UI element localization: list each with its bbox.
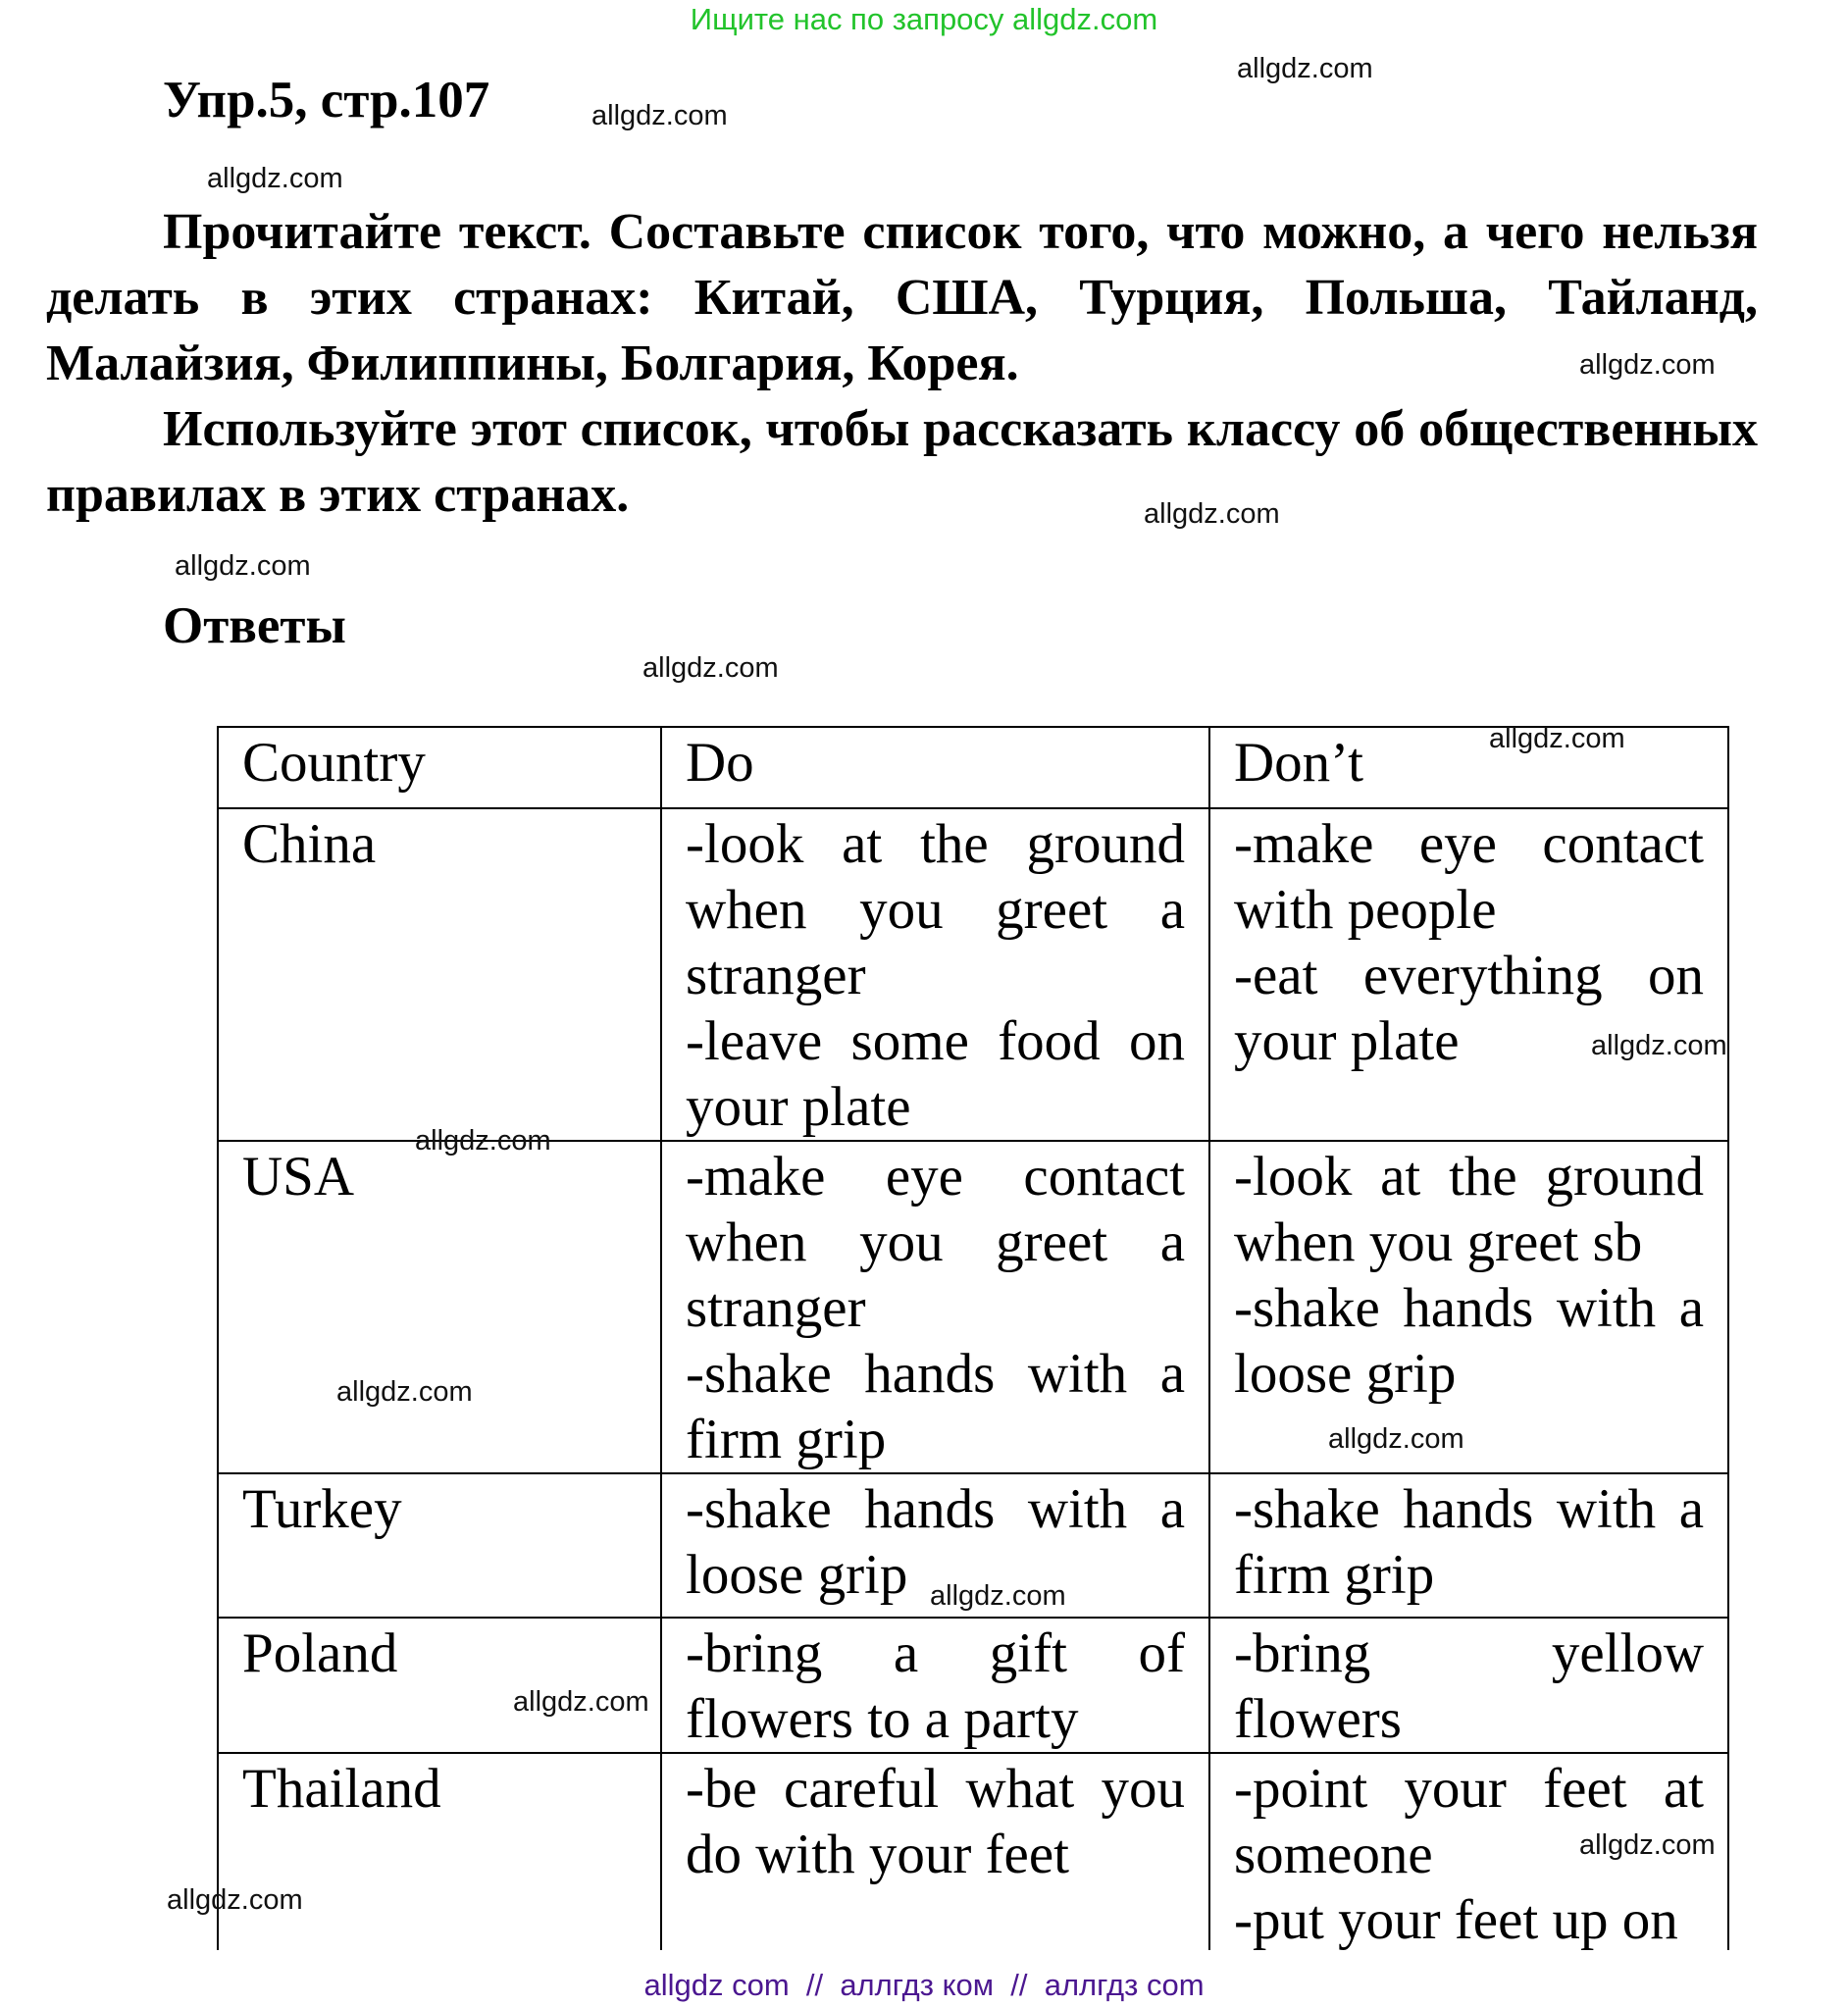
dont-cell bbox=[1209, 1473, 1728, 1618]
watermark: allgdz.com bbox=[591, 100, 728, 131]
watermark: allgdz.com bbox=[930, 1580, 1066, 1612]
watermark: allgdz.com bbox=[175, 550, 311, 582]
watermark: allgdz.com bbox=[1579, 349, 1716, 381]
watermark: allgdz.com bbox=[207, 163, 343, 194]
table-row bbox=[218, 1753, 1728, 1950]
dont-item: -bring yellow flowers bbox=[1234, 1622, 1704, 1750]
country-cell: China bbox=[218, 808, 661, 1141]
watermark: allgdz.com bbox=[513, 1686, 649, 1718]
watermark: allgdz.com bbox=[336, 1376, 473, 1408]
do-cell bbox=[661, 1753, 1209, 1950]
country-cell: Poland bbox=[218, 1618, 661, 1753]
do-cell bbox=[661, 1618, 1209, 1753]
watermark: allgdz.com bbox=[1579, 1829, 1716, 1861]
answers-heading: Ответы bbox=[163, 597, 346, 654]
do-item: -bring a gift of flowers to a party bbox=[686, 1622, 1185, 1750]
do-item: -make eye contact when you greet a stranger bbox=[686, 1146, 1185, 1339]
table-row bbox=[218, 808, 1728, 1141]
do-item: -leave some food on your plate bbox=[686, 1010, 1185, 1138]
dont-item: -make eye contact with people bbox=[1234, 813, 1704, 941]
footer-links[interactable]: allgdz com // аллгдз ком // аллгдз com bbox=[643, 1968, 1205, 2002]
do-item: -shake hands with a firm grip bbox=[686, 1343, 1185, 1470]
do-cell bbox=[661, 808, 1209, 1141]
dont-item: -put your feet up on bbox=[1234, 1889, 1678, 1950]
exercise-title: Упр.5, стр.107 bbox=[163, 72, 490, 129]
header-country: Country bbox=[218, 727, 661, 808]
task-text-1: Прочитайте текст. Составьте список того, что можно, а чего нельзя делать в этих странах: Китай, США, Турция, Польша, Тайланд, Малайзия, Филиппины, Болгария, Корея. bbox=[46, 204, 1758, 391]
watermark: allgdz.com bbox=[1591, 1030, 1727, 1061]
header-dont: Don’t bbox=[1209, 727, 1728, 808]
table-row bbox=[218, 1141, 1728, 1473]
do-item: -look at the ground when you greet a stranger bbox=[686, 813, 1185, 1006]
watermark: allgdz.com bbox=[1489, 723, 1625, 754]
task-text-2: Используйте этот список, чтобы рассказать классу об общественных правилах в этих странах. bbox=[46, 401, 1758, 523]
do-cell bbox=[661, 1141, 1209, 1473]
dont-item: -look at the ground when you greet sb bbox=[1234, 1146, 1704, 1273]
country-cell: Thailand bbox=[218, 1753, 661, 1950]
watermark: allgdz.com bbox=[1144, 498, 1280, 530]
dont-cell bbox=[1209, 1618, 1728, 1753]
country-cell: Turkey bbox=[218, 1473, 661, 1618]
header-do: Do bbox=[661, 727, 1209, 808]
dont-item: -shake hands with a loose grip bbox=[1234, 1277, 1704, 1405]
dont-cell bbox=[1209, 1141, 1728, 1473]
dont-item: -point your feet at someone bbox=[1234, 1758, 1704, 1885]
table-row bbox=[218, 1618, 1728, 1753]
watermark: allgdz.com bbox=[1328, 1423, 1464, 1455]
country-cell: USA bbox=[218, 1141, 661, 1473]
watermark: allgdz.com bbox=[415, 1125, 551, 1157]
dont-item: -shake hands with a firm grip bbox=[1234, 1478, 1704, 1606]
watermark: allgdz.com bbox=[1237, 53, 1373, 84]
watermark: allgdz.com bbox=[167, 1884, 303, 1916]
do-item: -shake hands with a loose grip bbox=[686, 1478, 1185, 1606]
search-banner[interactable]: Ищите нас по запросу allgdz.com bbox=[690, 2, 1158, 36]
answers-table bbox=[217, 726, 1729, 1950]
do-item: -be careful what you do with your feet bbox=[686, 1758, 1185, 1885]
dont-cell bbox=[1209, 808, 1728, 1141]
watermark: allgdz.com bbox=[642, 652, 779, 684]
dont-item: -eat everything on your plate bbox=[1234, 945, 1704, 1072]
